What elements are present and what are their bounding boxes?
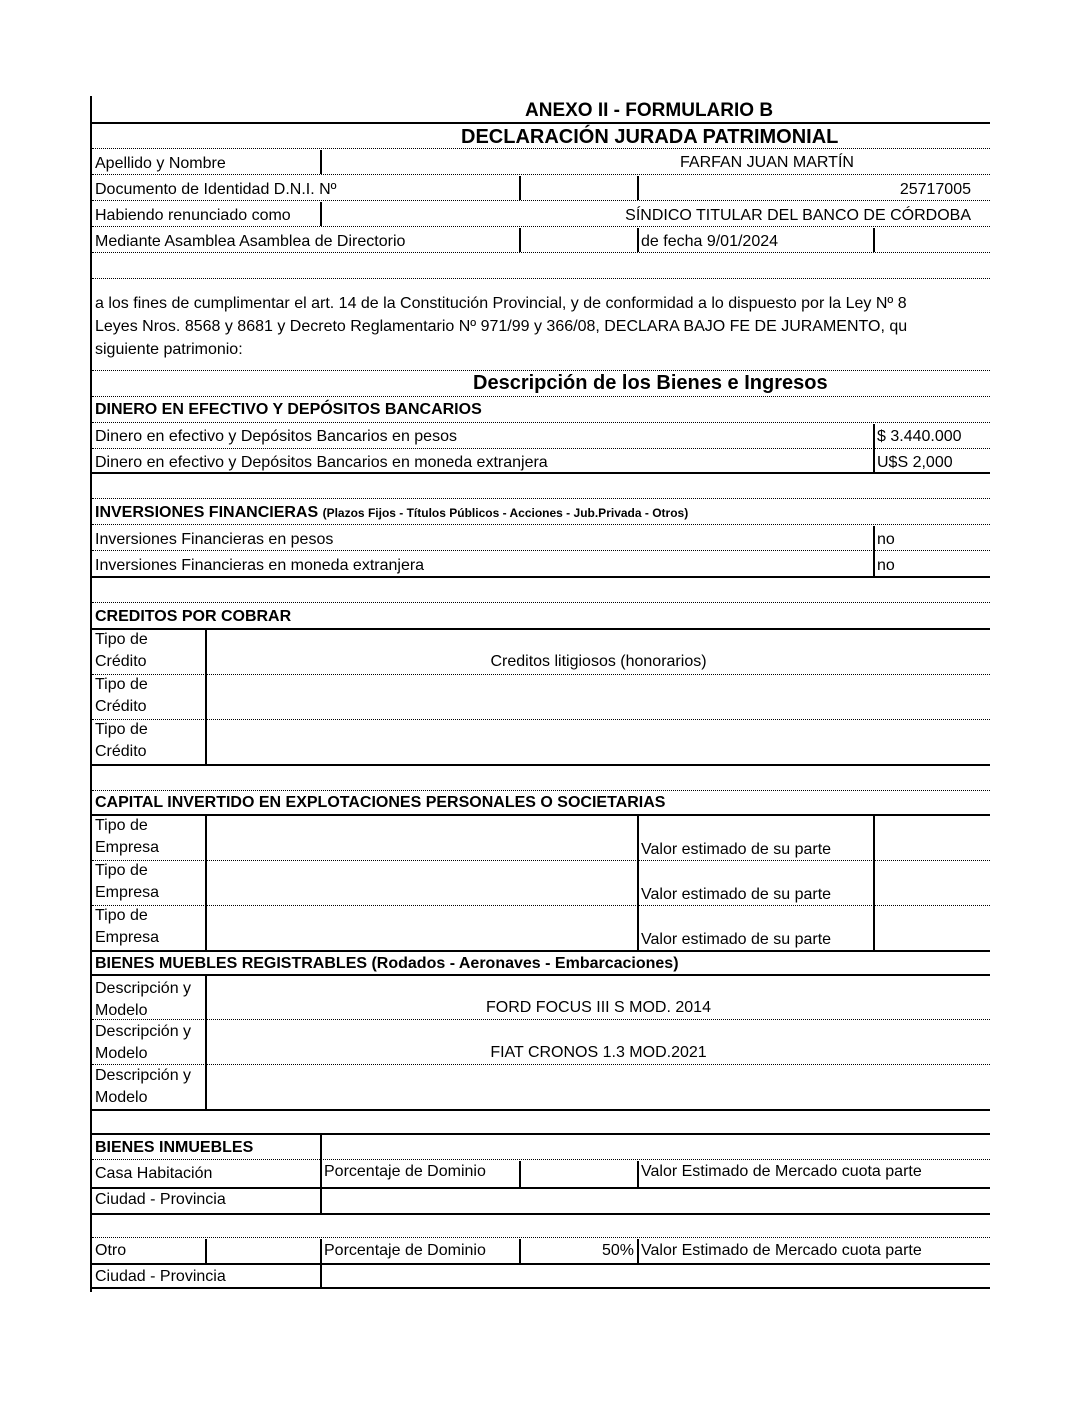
vehicle-description-label [95, 1067, 191, 1107]
company-type-label [95, 862, 159, 902]
company-type-label [95, 817, 159, 857]
house-label: Casa Habitación [95, 1165, 213, 1182]
divider [92, 226, 990, 227]
divider [92, 396, 990, 397]
city-province-label: Ciudad - Provincia [95, 1191, 226, 1208]
name-value: FARFAN JUAN MARTÍN [680, 154, 854, 171]
city-province-label: Ciudad - Provincia [95, 1268, 226, 1285]
divider [92, 576, 990, 578]
paragraph-line: siguiente patrimonio: [95, 341, 243, 358]
label-line: Tipo de [95, 721, 148, 738]
credits-heading: CREDITOS POR COBRAR [95, 608, 292, 625]
label-line: Crédito [95, 698, 147, 715]
divider [92, 1287, 990, 1289]
market-value-label: Valor Estimado de Mercado cuota parte [641, 1242, 922, 1259]
divider [92, 1109, 990, 1111]
divider [92, 174, 990, 175]
divider [92, 674, 990, 675]
cell-border [320, 150, 322, 174]
vehicle-description-label [95, 980, 191, 1020]
estimated-value-label: Valor estimado de su parte [641, 931, 832, 948]
divider [92, 1133, 990, 1135]
label-line: Modelo [95, 1002, 148, 1019]
divider [92, 1237, 990, 1238]
assets-title: Descripción de los Bienes e Ingresos [473, 372, 828, 394]
label-line: Descripción y [95, 980, 192, 997]
investments-foreign-label: Inversiones Financieras en moneda extranjera [95, 557, 425, 574]
cell-border [519, 228, 521, 252]
cell-border [637, 176, 639, 200]
divider [92, 719, 990, 720]
label-line: Tipo de [95, 817, 148, 834]
cash-pesos-label: Dinero en efectivo y Depósitos Bancarios en pesos [95, 428, 457, 445]
divider [92, 448, 990, 449]
cash-foreign-label: Dinero en efectivo y Depósitos Bancarios en moneda extranjera [95, 454, 548, 471]
cell-border [873, 816, 875, 950]
capital-heading: CAPITAL INVERTIDO EN EXPLOTACIONES PERSONALES O SOCIETARIAS [95, 794, 666, 811]
divider [92, 524, 990, 525]
investments-foreign-value: no [877, 557, 895, 574]
paragraph-line: a los fines de cumplimentar el art. 14 de la Constitución Provincial, y de conformidad a lo dispuesto por la Ley Nº 8 [95, 295, 907, 312]
credit-type-label [95, 676, 148, 716]
divider [92, 814, 990, 816]
cash-heading: DINERO EN EFECTIVO Y DEPÓSITOS BANCARIOS [95, 401, 482, 418]
divider [92, 1159, 990, 1160]
vehicle-value: FIAT CRONOS 1.3 MOD.2021 [490, 1044, 707, 1061]
date-label: de fecha 9/01/2024 [641, 233, 779, 250]
credit-value: Creditos litigiosos (honorarios) [490, 653, 707, 670]
label-line: Empresa [95, 884, 160, 901]
ownership-label: Porcentaje de Dominio [324, 1163, 486, 1180]
cell-border [519, 1239, 521, 1263]
divider [92, 148, 990, 149]
cell-border [519, 1161, 521, 1187]
cell-border [873, 526, 875, 576]
cash-pesos-value: $ 3.440.000 [877, 428, 962, 445]
divider [92, 1064, 990, 1065]
divider [92, 1213, 990, 1215]
credit-type-label [95, 631, 148, 671]
real-estate-heading: BIENES INMUEBLES [95, 1139, 254, 1156]
paragraph-line: Leyes Nros. 8568 y 8681 y Decreto Reglamentario Nº 971/99 y 366/08, DECLARA BAJO FE DE JURAMENTO, qu [95, 318, 908, 335]
label-line: Tipo de [95, 907, 148, 924]
cell-border [637, 1161, 639, 1187]
label-line: Tipo de [95, 631, 148, 648]
annex-title: ANEXO II - FORMULARIO B [525, 100, 774, 121]
divider [92, 122, 990, 124]
divider [92, 472, 990, 474]
label-line: Empresa [95, 929, 160, 946]
divider [92, 422, 990, 423]
label-line: Modelo [95, 1045, 148, 1062]
label-line: Tipo de [95, 676, 148, 693]
divider [92, 905, 990, 906]
estimated-value-label: Valor estimado de su parte [641, 886, 832, 903]
divider [92, 550, 990, 551]
investments-heading-detail: (Plazos Fijos - Títulos Públicos - Acciones - Jub.Privada - Otros) [322, 506, 689, 520]
divider [92, 252, 990, 253]
investments-heading [95, 504, 688, 522]
label-line: Crédito [95, 653, 147, 670]
divider [92, 498, 990, 499]
label-line: Modelo [95, 1089, 148, 1106]
cell-border [205, 630, 207, 764]
cell-border [205, 816, 207, 950]
cash-foreign-value: U$S 2,000 [877, 454, 953, 471]
divider [92, 1019, 990, 1020]
investments-heading-main: INVERSIONES FINANCIERAS [95, 504, 319, 521]
divider [92, 974, 990, 976]
renounced-label: Habiendo renunciado como [95, 207, 291, 224]
divider [92, 602, 990, 603]
divider [92, 1187, 990, 1189]
ownership-label: Porcentaje de Dominio [324, 1242, 486, 1259]
assembly-label: Mediante Asamblea Asamblea de Directorio [95, 233, 406, 250]
estimated-value-label: Valor estimado de su parte [641, 841, 832, 858]
cell-border [205, 1239, 207, 1263]
divider [92, 278, 990, 279]
cell-border [637, 228, 639, 252]
cell-border [320, 202, 322, 226]
label-line: Crédito [95, 743, 147, 760]
divider [92, 628, 990, 630]
vehicles-heading: BIENES MUEBLES REGISTRABLES (Rodados - Aeronaves - Embarcaciones) [95, 955, 679, 972]
cell-border [519, 176, 521, 200]
investments-pesos-label: Inversiones Financieras en pesos [95, 531, 334, 548]
divider [92, 790, 990, 791]
cell-border [637, 816, 639, 950]
vehicle-value: FORD FOCUS III S MOD. 2014 [486, 999, 711, 1016]
dni-value: 25717005 [899, 181, 971, 198]
name-label: Apellido y Nombre [95, 155, 226, 172]
label-line: Empresa [95, 839, 160, 856]
company-type-label [95, 907, 159, 947]
divider [92, 1263, 990, 1265]
divider [92, 200, 990, 201]
cell-border [873, 228, 875, 252]
divider [92, 370, 990, 371]
label-line: Descripción y [95, 1067, 192, 1084]
cell-border [320, 1135, 322, 1213]
dni-label: Documento de Identidad D.N.I. Nº [95, 181, 337, 198]
divider [92, 950, 990, 952]
investments-pesos-value: no [877, 531, 895, 548]
divider [92, 860, 990, 861]
label-line: Tipo de [95, 862, 148, 879]
cell-border [205, 976, 207, 1109]
divider [92, 764, 990, 766]
ownership-percent: 50% [601, 1242, 634, 1259]
declaration-form [90, 96, 990, 1292]
vehicle-description-label [95, 1023, 191, 1063]
cell-border [637, 1239, 639, 1263]
other-label: Otro [95, 1242, 127, 1259]
renounced-value: SÍNDICO TITULAR DEL BANCO DE CÓRDOBA [625, 207, 971, 224]
market-value-label: Valor Estimado de Mercado cuota parte [641, 1163, 922, 1180]
label-line: Descripción y [95, 1023, 192, 1040]
declaration-paragraph [95, 292, 990, 361]
form-title: DECLARACIÓN JURADA PATRIMONIAL [461, 126, 839, 148]
credit-type-label [95, 721, 148, 761]
